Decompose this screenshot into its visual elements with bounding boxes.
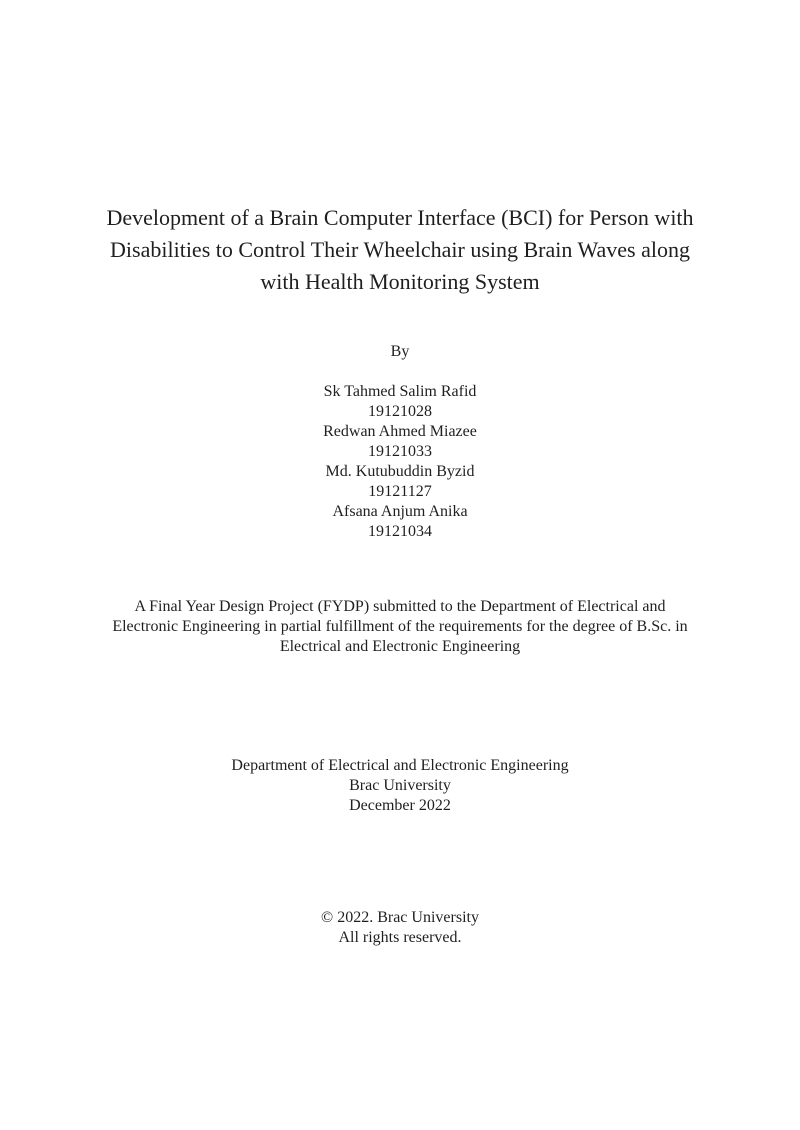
submission-statement (0, 597, 800, 657)
author-id: 19121127 (368, 483, 432, 500)
submission-line: Electronic Engineering in partial fulfillment of the requirements for the degree of B.Sc. in (112, 618, 688, 635)
title-line: Disabilities to Control Their Wheelchair using Brain Waves along (110, 237, 690, 262)
title-line: with Health Monitoring System (260, 269, 540, 294)
author-name: Md. Kutubuddin Byzid (325, 463, 475, 480)
by-label: By (390, 343, 410, 360)
copyright-line: © 2022. Brac University (321, 909, 479, 926)
submission-line: Electrical and Electronic Engineering (279, 638, 521, 655)
rights-line: All rights reserved. (338, 929, 462, 946)
author-id: 19121034 (368, 523, 432, 540)
submission-line: A Final Year Design Project (FYDP) submitted to the Department of Electrical and (134, 598, 666, 615)
affiliation (0, 756, 800, 816)
department-name: Department of Electrical and Electronic Engineering (231, 757, 569, 774)
title-line: Development of a Brain Computer Interface (BCI) for Person with (106, 205, 694, 230)
copyright-notice (0, 908, 800, 948)
thesis-title (0, 202, 800, 298)
author-list (0, 382, 800, 542)
university-name: Brac University (349, 777, 451, 794)
author-id: 19121033 (368, 443, 432, 460)
author-name: Afsana Anjum Anika (332, 503, 468, 520)
author-name: Sk Tahmed Salim Rafid (323, 383, 477, 400)
author-id: 19121028 (368, 403, 432, 420)
submission-date: December 2022 (349, 797, 451, 814)
author-name: Redwan Ahmed Miazee (323, 423, 477, 440)
